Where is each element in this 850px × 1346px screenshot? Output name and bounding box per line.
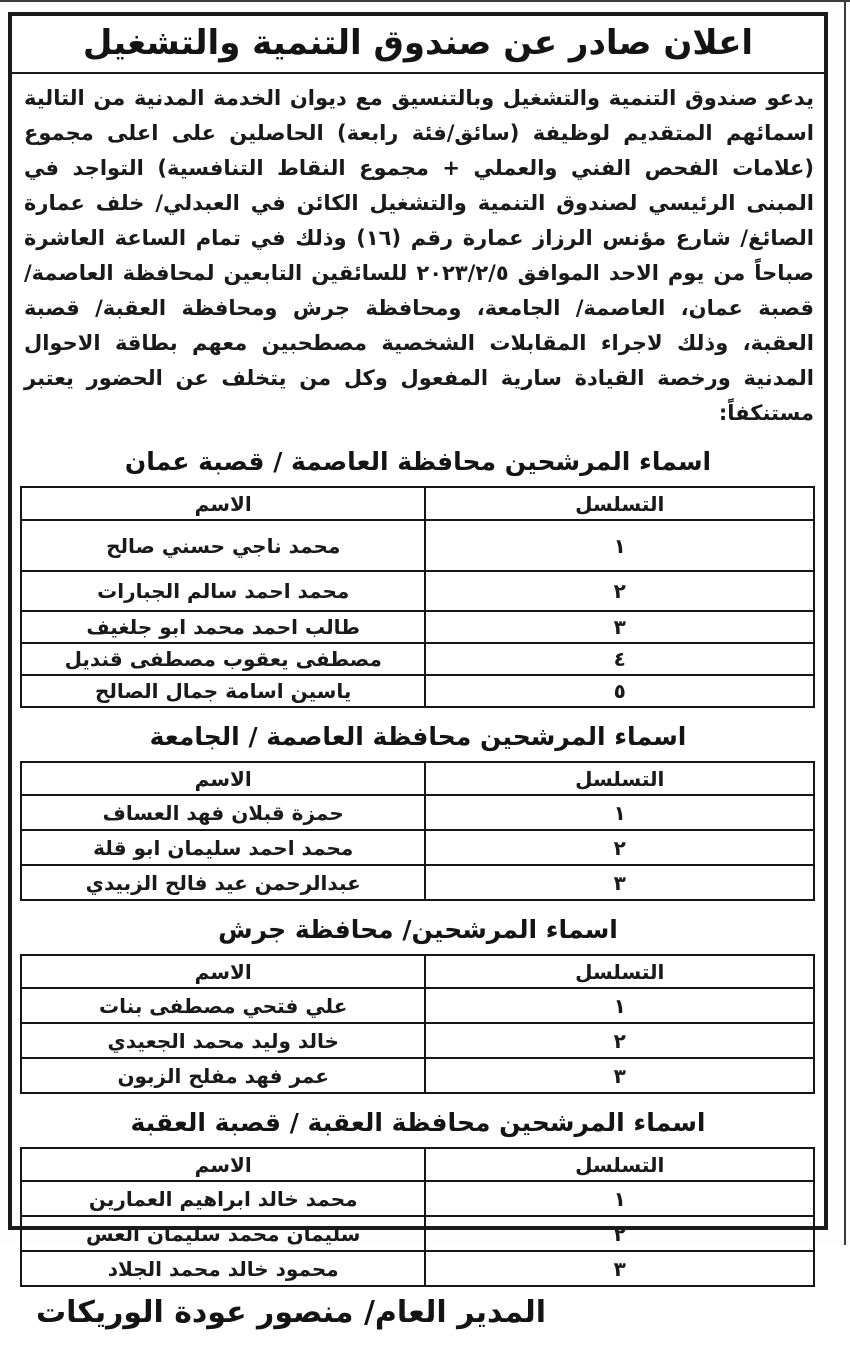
table-header-name: الاسم [21,955,425,988]
candidates-table-university [20,761,815,901]
section-heading-university: اسماء المرشحين محافظة العاصمة / الجامعة [149,722,687,751]
table-row [21,520,814,571]
table-header-row [21,955,814,988]
serial-cell: ٢ [425,830,814,865]
table-header-serial: التسلسل [425,955,814,988]
serial-cell: ١ [425,1181,814,1216]
name-cell: محمد احمد سليمان ابو قلة [21,830,425,865]
table-row [21,1023,814,1058]
table-header-name: الاسم [21,762,425,795]
section-heading-amman: اسماء المرشحين محافظة العاصمة / قصبة عمان [124,447,712,476]
serial-cell: ٢ [425,1023,814,1058]
name-cell: ياسين اسامة جمال الصالح [21,675,425,707]
candidates-table-amman [20,486,815,708]
serial-cell: ٣ [425,611,814,643]
serial-cell: ٣ [425,865,814,900]
table-row [21,1058,814,1093]
right-column-rule [844,0,846,1245]
table-row [21,1216,814,1251]
table-header-serial: التسلسل [425,1148,814,1181]
name-cell: عبدالرحمن عيد فالح الزبيدي [21,865,425,900]
table-row [21,830,814,865]
serial-cell: ١ [425,795,814,830]
name-cell: سليمان محمد سليمان العس [21,1216,425,1251]
table-row [21,611,814,643]
announcement-box [8,12,828,1330]
serial-cell: ٣ [425,1251,814,1286]
table-row [21,1251,814,1286]
general-manager-signature: المدير العام/ منصور عودة الوريكات [36,1295,546,1330]
table-header-row [21,1148,814,1181]
serial-cell: ٥ [425,675,814,707]
name-cell: محمود خالد محمد الجلاد [21,1251,425,1286]
candidates-table-aqaba [20,1147,815,1287]
name-cell: عمر فهد مفلح الزبون [21,1058,425,1093]
table-row [21,795,814,830]
serial-cell: ٢ [425,571,814,611]
name-cell: مصطفى يعقوب مصطفى قنديل [21,643,425,675]
name-cell: طالب احمد محمد ابو جلغيف [21,611,425,643]
name-cell: محمد احمد سالم الجبارات [21,571,425,611]
table-row [21,865,814,900]
table-row [21,643,814,675]
name-cell: علي فتحي مصطفى بنات [21,988,425,1023]
top-column-rule [0,0,850,2]
serial-cell: ١ [425,988,814,1023]
table-header-name: الاسم [21,1148,425,1181]
serial-cell: ٣ [425,1058,814,1093]
table-row [21,988,814,1023]
table-header-serial: التسلسل [425,762,814,795]
table-header-row [21,762,814,795]
table-header-row [21,487,814,520]
announcement-body-text: يدعو صندوق التنمية والتشغيل وبالتنسيق مع ديوان الخدمة المدنية من التالية اسمائهم المتقديم لوظيفة (سائق/فئة رابعة) الحاصلين على اعلى مجموع (علامات الفحص الفني والعملي + مجموع النقاط التنافسية) التواجد في المبنى الرئيسي لصندوق التنمية والتشغيل الكائن في العبدلي/ خلف عمارة الصائغ/ شارع مؤنس الرزاز عمارة رقم (١٦) وذلك في تمام الساعة العاشرة صباحاً من يوم الاحد الموافق ٢٠٢٣/٢/٥ للسائقين التابعين لمحافظة العاصمة/ قصبة عمان، العاصمة/ الجامعة، ومحافظة جرش ومحافظة العقبة/ قصبة العقبة، وذلك لاجراء المقابلات الشخصية مصطحبين معهم بطاقة الاحوال المدنية ورخصة القيادة سارية المفعول وكل من يتخلف عن الحضور يعتبر مستنكفاً: [24,86,814,425]
table-header-name: الاسم [21,487,425,520]
table-header-serial: التسلسل [425,487,814,520]
section-heading-jerash: اسماء المرشحين/ محافظة جرش [218,915,618,944]
announcement-title: اعلان صادر عن صندوق التنمية والتشغيل [12,16,824,74]
serial-cell: ٤ [425,643,814,675]
serial-cell: ١ [425,520,814,571]
table-row [21,571,814,611]
name-cell: محمد ناجي حسني صالح [21,520,425,571]
name-cell: محمد خالد ابراهيم العمارين [21,1181,425,1216]
serial-cell: ٢ [425,1216,814,1251]
table-row [21,1181,814,1216]
table-row [21,675,814,707]
name-cell: حمزة قبلان فهد العساف [21,795,425,830]
section-heading-aqaba: اسماء المرشحين محافظة العقبة / قصبة العقبة [130,1108,706,1137]
name-cell: خالد وليد محمد الجعيدي [21,1023,425,1058]
candidates-table-jerash [20,954,815,1094]
